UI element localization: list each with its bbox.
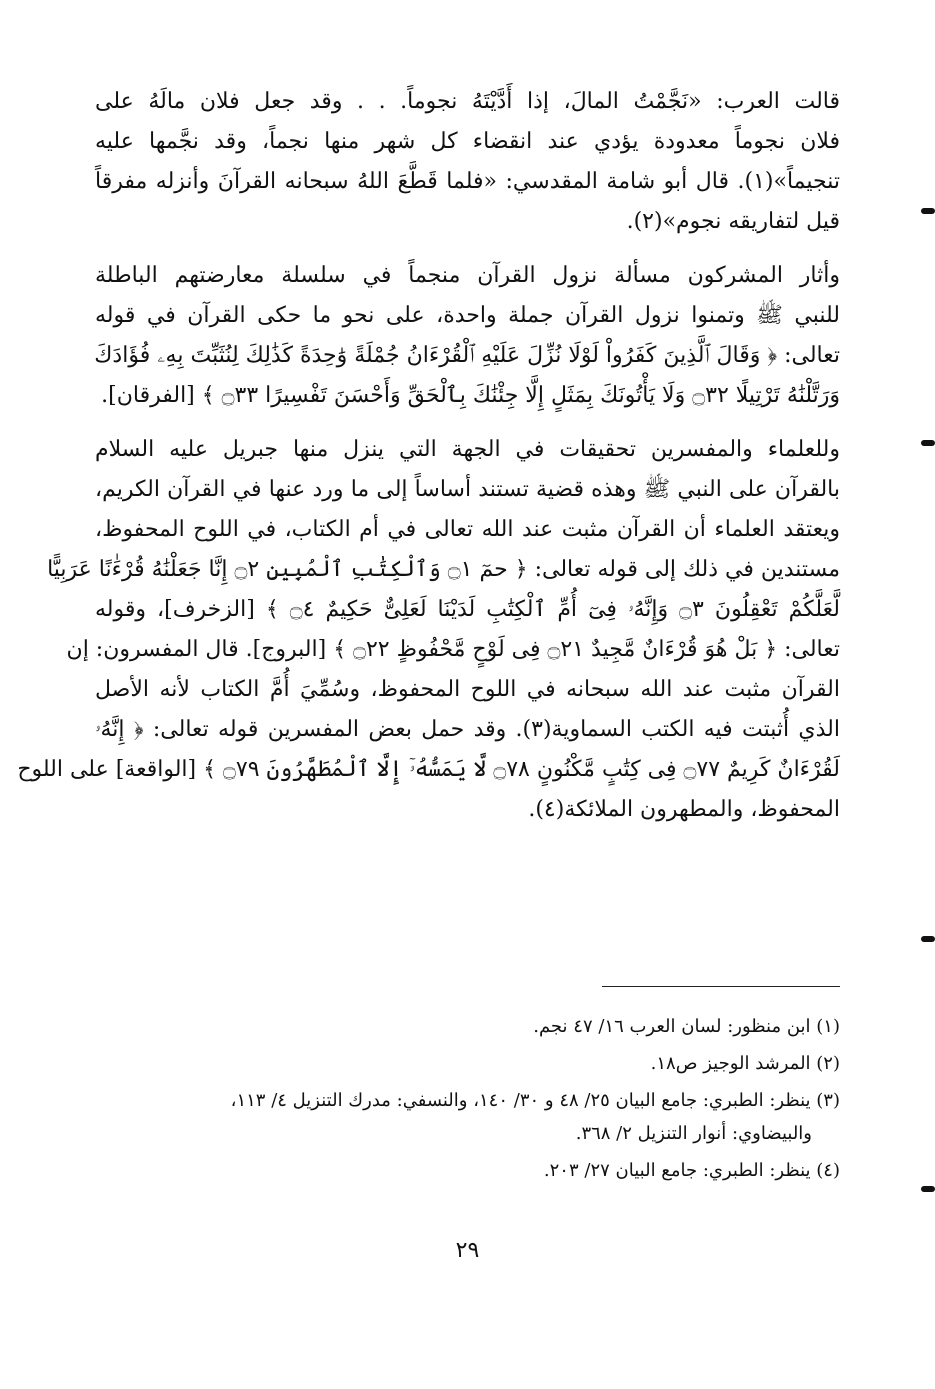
footnote-2 xyxy=(95,1047,840,1080)
quran-verse-line: لَقُرْءَانٌ كَرِيمٌ ۝٧٧ فِى كِتَٰبٍ مَّكْنُونٍ ۝٧٨ لَّا يَمَسُّهُۥٓ إِلَّا ٱلْمُطَهَّرُونَ ۝٧٩ ﴾ [الواقعة] على اللوح xyxy=(17,757,840,782)
paragraph-3 xyxy=(17,430,841,830)
binding-mark xyxy=(921,1186,935,1192)
quran-verse-line: وَرَتَّلْنَٰهُ تَرْتِيلًا ۝٣٢ وَلَا يَأْتُونَكَ بِمَثَلٍ إِلَّا جِئْنَٰكَ بِٱلْحَقِّ وَأَحْسَنَ تَفْسِيرًا ۝٣٣ ﴾ [الفرقان]. xyxy=(101,383,840,408)
footnote-3 xyxy=(95,1084,840,1150)
text-line: الذي أُثبتت فيه الكتب السماوية(٣). وقد حمل بعض المفسرين قوله تعالى: ﴿ إِنَّهُۥ xyxy=(95,717,840,742)
footnote-1 xyxy=(95,1010,840,1043)
text-line: تنجيماً»(١). قال أبو شامة المقدسي: «فلما قَطَّعَ اللهُ سبحانه القرآنَ وأنزله مفرقاً xyxy=(95,169,840,194)
binding-mark xyxy=(921,936,935,942)
footnote-4 xyxy=(95,1154,840,1187)
binding-mark xyxy=(921,208,935,214)
footnote-text-continued: والبيضاوي: أنوار التنزيل ٢/ ٣٦٨. xyxy=(575,1123,812,1144)
paragraph-2 xyxy=(95,256,840,416)
footnote-text: (١) ابن منظور: لسان العرب ١٦/ ٤٧ نجم. xyxy=(533,1016,840,1037)
text-line: القرآن مثبت عند الله سبحانه في اللوح المحفوظ، وسُمِّيَ أُمَّ الكتاب لأنه الأصل xyxy=(95,677,840,702)
paragraph-1 xyxy=(95,82,840,242)
footnote-text: (٢) المرشد الوجيز ص١٨. xyxy=(650,1053,840,1074)
text-line: المحفوظ، والمطهرون الملائكة(٤). xyxy=(528,797,840,822)
quran-verse-line: تعالى: ﴿ بَلْ هُوَ قُرْءَانٌ مَّجِيدٌ ۝٢١ فِى لَوْحٍ مَّحْفُوظٍ ۝٢٢ ﴾ [البروج]. قال المفسرون: إن xyxy=(66,637,840,662)
binding-mark xyxy=(921,440,935,446)
footnote-separator xyxy=(602,986,840,987)
quran-verse-line: لَّعَلَّكُمْ تَعْقِلُونَ ۝٣ وَإِنَّهُۥ فِىٓ أُمِّ ٱلْكِتَٰبِ لَدَيْنَا لَعَلِىٌّ حَكِيمٌ ۝٤ ﴾ [الزخرف]، وقوله xyxy=(95,597,841,622)
quran-verse-line: تعالى: ﴿ وَقَالَ ٱلَّذِينَ كَفَرُواْ لَوْلَا نُزِّلَ عَلَيْهِ ٱلْقُرْءَانُ جُمْلَةً وَٰحِدَةً كَذَٰلِكَ لِنُثَبِّتَ بِهِۦ فُؤَادَكَ xyxy=(94,343,840,368)
text-line: وللعلماء والمفسرين تحقيقات في الجهة التي ينزل منها جبريل عليه السلام xyxy=(95,437,840,462)
footnote-text: (٣) ينظر: الطبري: جامع البيان ٢٥/ ٤٨ و ٣٠/ ١٤٠، والنسفي: مدرك التنزيل ٤/ ١١٣، xyxy=(230,1090,840,1111)
text-line: للنبي ﷺ وتمنوا نزول القرآن جملة واحدة، على نحو ما حكى القرآن في قوله xyxy=(95,303,840,328)
footnote-text: (٤) ينظر: الطبري: جامع البيان ٢٧/ ٢٠٣. xyxy=(543,1160,840,1181)
text-line: ويعتقد العلماء أن القرآن مثبت عند الله تعالى في أم الكتاب، في اللوح المحفوظ، xyxy=(95,517,840,542)
text-line: قيل لتفاريقه نجوم»(٢). xyxy=(626,209,840,234)
text-line: بالقرآن على النبي ﷺ وهذه قضية تستند أساساً إلى ما ورد عنها في القرآن الكريم، xyxy=(95,477,840,502)
page-number: ٢٩ xyxy=(455,1238,480,1263)
footnotes xyxy=(95,1010,840,1191)
main-text xyxy=(17,82,841,844)
text-line: فلان نجوماً معدودة يؤدي عند انقضاء كل شهر منها نجماً، وقد نجَّمها عليه xyxy=(95,129,840,154)
text-line: قالت العرب: «نَجَّمْتُ المالَ، إذا أَدَّيْتَهُ نجوماً. . . وقد جعل فلان مالَهُ على xyxy=(95,89,840,114)
quran-verse-line: مستندين في ذلك إلى قوله تعالى: ﴿ حمٓ ۝١ وَٱلْكِتَٰبِ ٱلْمُبِينِ ۝٢ إِنَّا جَعَلْنَٰهُ قُرْءَٰنًا عَرَبِيًّا xyxy=(47,557,840,582)
text-line: وأثار المشركون مسألة نزول القرآن منجماً في سلسلة معارضتهم الباطلة xyxy=(95,263,840,288)
